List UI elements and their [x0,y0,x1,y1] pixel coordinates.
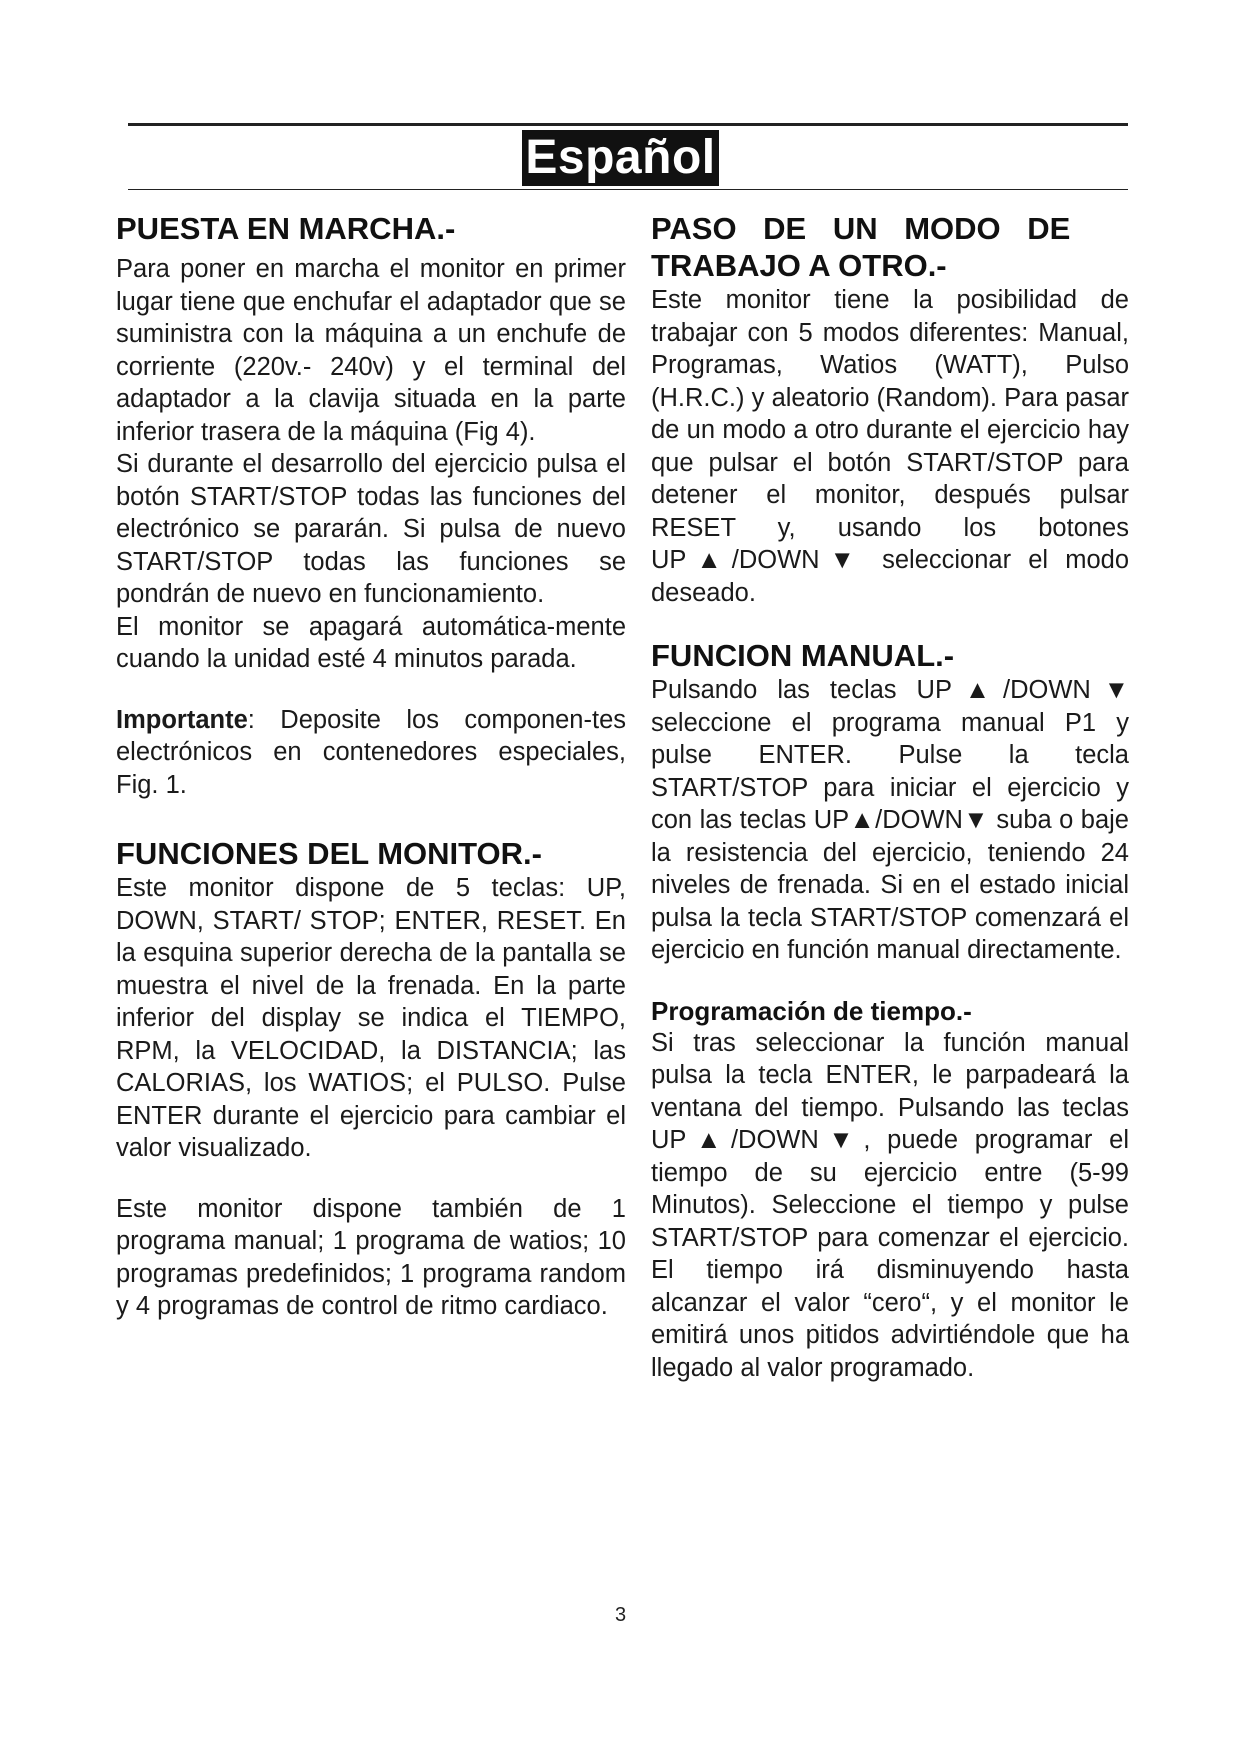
paragraph: El monitor se apagará automática-mente cuando la unidad esté 4 minutos parada. [116,612,626,673]
paragraph: Si durante el desarrollo del ejercicio pulsa el botón START/STOP todas las funciones del electrónico se pararán. Si pulsa de nuevo START/STOP todas las funciones se pondrán de nuevo en funcionamiento. [116,450,626,608]
section-title-paso-de-un-modo [651,210,1129,284]
section-title-funciones-del-monitor: FUNCIONES DEL MONITOR.- [116,836,542,871]
important-text: : Deposite los componen-tes electrónicos en contenedores especiales, Fig. 1. [116,705,626,799]
important-note [116,704,626,802]
paragraph: Este monitor tiene la posibilidad de trabajar con 5 modos diferentes: Manual, Programas, Watios (WATT), Pulso (H.R.C.) y aleatorio (Random). Para pasar de un modo a otro durante el ejercicio hay que pulsar el botón START/STOP para detener el monitor, después pulsar RESET y, usando los botones UP▲/DOWN▼ seleccionar el modo deseado. [651,286,1129,607]
important-label: Importante [116,705,248,734]
section-title-puesta-en-marcha: PUESTA EN MARCHA.- [116,211,456,246]
subsection-title-programacion-de-tiempo: Programación de tiempo.- [651,995,972,1026]
header-bottom-rule [128,189,1128,190]
section-title-line: PASO DE UN MODO DE [651,211,1071,246]
page-number: 3 [614,1604,627,1626]
paragraph: Para poner en marcha el monitor en primer lugar tiene que enchufar el adaptador que se suministra con la máquina a un enchufe de corriente (220v.- 240v) y el terminal del adaptador a la clavija situada en la parte inferior trasera de la máquina (Fig 4). [116,255,626,446]
paragraph: Si tras seleccionar la función manual pulsa la tecla ENTER, le parpadeará la ventana del tiempo. Pulsando las teclas UP▲/DOWN▼, puede programar el tiempo de su ejercicio entre (5-99 Minutos). Seleccione el tiempo y pulse START/STOP para comenzar el ejercicio. El tiempo irá disminuyendo hasta alcanzar el valor “cero“, y el monitor le emitirá unos pitidos advirtiéndole que ha llegado al valor programado. [651,1028,1129,1382]
section-title-funcion-manual: FUNCION MANUAL.- [651,638,955,673]
paragraph: Pulsando las teclas UP▲/DOWN▼ seleccione el programa manual P1 y pulse ENTER. Pulse la tecla START/STOP para iniciar el ejercicio y con las teclas UP▲/DOWN▼ suba o baje la resistencia del ejercicio, teniendo 24 niveles de frenada. Si en el estado inicial pulsa la tecla START/STOP comenzará el ejercicio en función manual directamente. [651,676,1129,964]
right-column [651,210,1129,1384]
left-column [116,210,626,1323]
paragraph: Este monitor dispone de 5 teclas: UP, DOWN, START/ STOP; ENTER, RESET. En la esquina superior derecha de la pantalla se muestra el nivel de la frenada. En la parte inferior del display se indica el TIEMPO, RPM, la VELOCIDAD, la DISTANCIA; las CALORIAS, los WATIOS; el PULSO. Pulse ENTER durante el ejercicio para cambiar el valor visualizado. [116,874,626,1162]
language-badge: Español [522,130,719,186]
section-title-line: TRABAJO A OTRO.- [651,248,947,283]
header-top-rule [128,123,1128,126]
paragraph: Este monitor dispone también de 1 programa manual; 1 programa de watios; 10 programas predefinidos; 1 programa random y 4 programas de control de ritmo cardiaco. [116,1194,626,1320]
